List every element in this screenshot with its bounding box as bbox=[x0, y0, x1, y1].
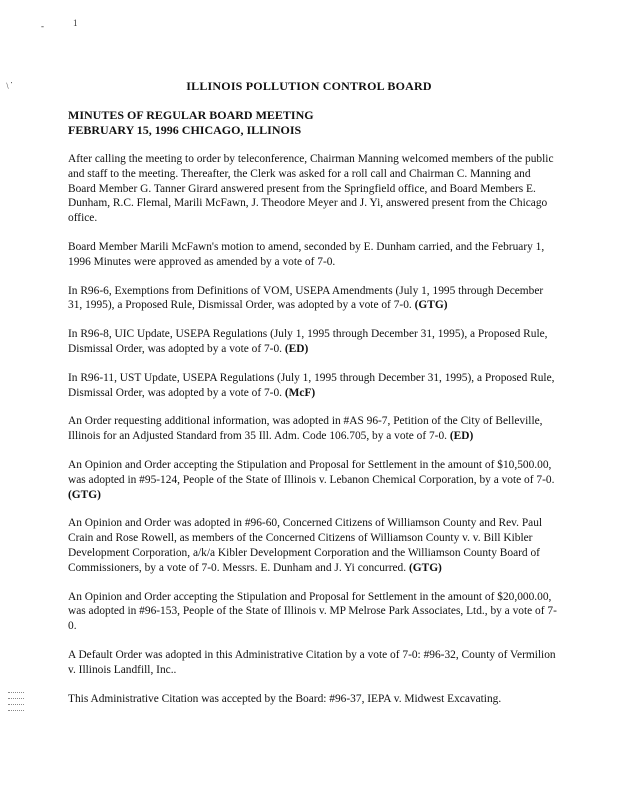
member-initials: (GTG) bbox=[68, 488, 101, 501]
paragraph-96-37: This Administrative Citation was accepted by the Board: #96-37, IEPA v. Midwest Excavating. bbox=[68, 692, 502, 705]
member-initials: (GTG) bbox=[408, 561, 442, 574]
scan-mark-tick: 1 bbox=[73, 18, 78, 28]
paragraph-as-96-7: An Order requesting additional information, was adopted in #AS 96-7, Petition of the City of Belleville, Illinois for an Adjusted Standard from 35 Ill. Adm. Code 106.705, by a vote of 7-0. (ED) bbox=[68, 415, 543, 443]
member-initials: (ED) bbox=[449, 430, 474, 443]
scan-noise-marks bbox=[8, 690, 24, 716]
member-initials: (ED) bbox=[284, 342, 309, 355]
paragraph-r96-8: In R96-8, UIC Update, USEPA Regulations (July 1, 1995 through December 31, 1995), a Proposed Rule, Dismissal Order, was adopted by a vote of 7-0. (ED) bbox=[68, 328, 548, 355]
paragraph-95-124: An Opinion and Order accepting the Stipulation and Proposal for Settlement in the amount of $10,500.00, was adopted in #95-124, People of the State of Illinois v. Lebanon Chemical Corporation, by a vote of 7-0. (GTG) bbox=[68, 458, 555, 501]
scan-mark-slash: / · bbox=[3, 77, 16, 91]
member-initials: (GTG) bbox=[414, 299, 448, 312]
paragraph-minutes-approval: Board Member Marili McFawn's motion to amend, seconded by E. Dunham carried, and the February 1, 1996 Minutes were approved as amended by a vote of 7-0. bbox=[68, 240, 545, 268]
minutes-body bbox=[68, 152, 558, 720]
paragraph-96-153: An Opinion and Order accepting the Stipulation and Proposal for Settlement in the amount of $20,000.00, was adopted in #96-153, People of the State of Illinois v. MP Melrose Park Associates, Ltd., by a vote of 7-0. bbox=[68, 590, 557, 633]
meeting-heading-line2: FEBRUARY 15, 1996 CHICAGO, ILLINOIS bbox=[68, 123, 302, 137]
member-initials: (McF) bbox=[284, 386, 316, 399]
paragraph-r96-6: In R96-6, Exemptions from Definitions of VOM, USEPA Amendments (July 1, 1995 through December 31, 1995), a Proposed Rule, Dismissal Order, was adopted by a vote of 7-0. (GTG) bbox=[68, 284, 544, 312]
document-title: ILLINOIS POLLUTION CONTROL BOARD bbox=[186, 79, 432, 93]
meeting-heading bbox=[68, 108, 314, 138]
paragraph-roll-call: After calling the meeting to order by teleconference, Chairman Manning welcomed members of the public and staff to the meeting. Thereafter, the Clerk was asked for a roll call and Chairman C. Manning and Board Member G. Tanner Girard answered present from the Springfield office, and Board Members E. Dunham, R.C. Flemal, Marili McFawn, J. Theodore Meyer and J. Yi, answered present from the Chicago office. bbox=[68, 153, 554, 225]
paragraph-r96-11: In R96-11, UST Update, USEPA Regulations (July 1, 1995 through December 31, 1995), a Proposed Rule, Dismissal Order, was adopted by a vote of 7-0. (McF) bbox=[68, 371, 555, 399]
paragraph-96-32: A Default Order was adopted in this Administrative Citation by a vote of 7-0: #96-32, County of Vermilion v. Illinois Landfill, Inc.. bbox=[68, 648, 556, 676]
scan-mark-dash: - bbox=[41, 21, 44, 31]
meeting-heading-line1: MINUTES OF REGULAR BOARD MEETING bbox=[68, 108, 314, 122]
paragraph-96-60: An Opinion and Order was adopted in #96-60, Concerned Citizens of Williamson County and Rev. Paul Crain and Rose Rowell, as members of the Concerned Citizens of Williamson County v. v. Bill Kibler Development Corporation, a/k/a Kibler Development Corporation and the Williamson County Board of Commissioners, by a vote of 7-0. Messrs. E. Dunham and J. Yi concurred. (GTG) bbox=[68, 517, 543, 574]
